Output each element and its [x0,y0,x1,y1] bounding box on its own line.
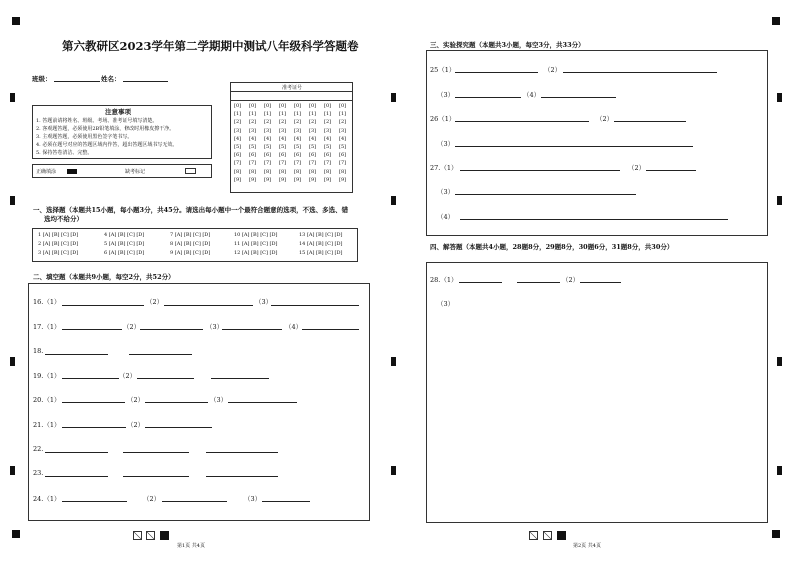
q16-3-answer[interactable] [271,305,359,306]
exam-id-column [249,102,256,184]
q22-3-answer[interactable] [206,452,278,453]
note-item: 1. 答题前请将姓名、班级、考场、准考证号填写清楚。 [36,118,158,124]
q16-2-label: （2） [146,298,164,306]
q27-label: 27.（1） [430,164,458,172]
corner-mark [772,530,780,538]
exam-id-bubble[interactable]: [3] [249,127,257,134]
exam-id-bubble[interactable]: [4] [339,135,347,142]
q25-1-answer[interactable] [455,72,538,73]
exam-id-grid [230,82,353,193]
exam-id-bubble[interactable]: [0] [339,103,347,109]
side-mark [391,93,396,102]
exam-id-bubble[interactable]: [4] [309,135,317,142]
exam-id-bubble[interactable]: [4] [294,135,302,142]
page-title: 第六教研区2023学年第二学期期中测试八年级科学答题卷 [62,39,359,53]
q28-2-answer[interactable] [580,282,621,283]
choice-row[interactable]: 3 [A] [B] [C] [D] [38,250,79,256]
exam-id-bubble[interactable]: [9] [309,176,317,183]
exam-id-bubble[interactable]: [5] [309,143,317,150]
exam-id-bubble[interactable]: [7] [264,160,272,167]
exam-id-bubble[interactable]: [2] [309,119,317,126]
exam-id-bubble[interactable]: [6] [264,152,272,159]
q27-1-answer[interactable] [460,170,620,171]
q19-2-answer[interactable] [137,378,194,379]
exam-id-bubble[interactable]: [1] [324,111,332,118]
exam-id-bubble[interactable]: [3] [309,127,317,134]
q25-2-label: （2） [544,66,562,74]
exam-id-bubble[interactable]: [7] [339,160,347,167]
exam-id-bubble[interactable]: [5] [264,143,272,150]
side-mark [777,93,782,102]
q19-label: 19.（1） [33,372,61,380]
q17-1-answer[interactable] [62,329,122,330]
exam-id-bubble[interactable]: [0] [249,103,257,109]
note-item: 4. 必须在题号对应的答题区域内作答，超出答题区域书写无效。 [36,142,178,148]
exam-id-bubble[interactable]: [0] [264,103,272,109]
q17-2-answer[interactable] [140,329,203,330]
exam-id-bubble[interactable]: [7] [324,160,332,167]
choice-area [32,228,358,262]
exam-id-bubble[interactable]: [0] [294,103,302,109]
exam-id-bubble[interactable]: [0] [324,103,332,109]
exam-id-bubble[interactable]: [8] [279,168,287,175]
exam-id-bubble[interactable]: [7] [309,160,317,167]
q24-1-answer[interactable] [62,501,127,502]
q28-2-label: （2） [562,276,580,284]
q22-1-answer[interactable] [45,452,108,453]
q23-2-answer[interactable] [123,476,189,477]
exam-id-bubble[interactable]: [1] [294,111,302,118]
exam-id-column [279,102,286,184]
corner-mark [772,17,780,25]
choice-row[interactable]: 10 [A] [B] [C] [D] [234,232,278,238]
q25-label: 25（1） [430,66,456,74]
q20-1-answer[interactable] [62,402,125,403]
side-mark [10,93,15,102]
q16-label: 16.（1） [33,298,61,306]
choice-row[interactable]: 6 [A] [B] [C] [D] [104,250,145,256]
q21-1-answer[interactable] [62,427,126,428]
side-mark [777,357,782,366]
q23-3-answer[interactable] [206,476,278,477]
side-mark [777,466,782,475]
q21-2-answer[interactable] [145,427,212,428]
exam-id-bubble[interactable]: [0] [279,103,287,109]
q23-label: 23. [33,469,44,477]
q28-1b-answer[interactable] [517,282,560,283]
exam-id-bubble[interactable]: [8] [309,168,317,175]
choice-row[interactable]: 5 [A] [B] [C] [D] [104,241,145,247]
q25-3-answer[interactable] [455,97,521,98]
exam-id-bubble[interactable]: [3] [279,127,287,134]
side-mark [10,196,15,205]
q25-3-label: （3） [437,91,455,99]
notes-box [32,105,212,159]
q24-label: 24.（1） [33,495,61,503]
q19-1-answer[interactable] [62,378,119,379]
exam-id-bubble[interactable]: [8] [264,168,272,175]
q26-2-answer[interactable] [614,121,686,122]
exam-id-column [309,102,316,184]
q18-2-answer[interactable] [129,354,192,355]
q27-4-label: （4） [437,213,455,221]
q23-1-answer[interactable] [45,476,108,477]
exam-id-bubble[interactable]: [7] [279,160,287,167]
exam-id-divider [231,91,352,92]
exam-id-bubble[interactable]: [2] [264,119,272,126]
exam-id-bubble[interactable]: [3] [234,127,242,134]
side-mark [10,357,15,366]
q20-label: 20.（1） [33,396,61,404]
q17-4-label: （4） [285,323,303,331]
class-field[interactable] [54,81,100,82]
exam-id-bubble[interactable]: [0] [309,103,317,109]
side-mark [391,196,396,205]
side-mark [391,357,396,366]
absent-mark-label: 缺考标记 [125,169,146,175]
choice-row[interactable]: 2 [A] [B] [C] [D] [38,241,79,247]
q27-4-answer[interactable] [460,219,728,220]
exam-id-bubble[interactable]: [7] [294,160,302,167]
exam-id-label: 准考证号 [282,85,303,91]
exam-id-bubble[interactable]: [1] [279,111,287,118]
page-footer-right: 第2页 共4页 [573,543,601,549]
side-mark [391,466,396,475]
footer-slash-box [133,531,142,540]
absent-mark-checkbox[interactable] [185,168,196,174]
exam-id-bubble[interactable]: [2] [279,119,287,126]
exam-id-bubble[interactable]: [5] [324,143,332,150]
footer-mark [160,531,169,540]
section1-title-cont: 选均不给分） [44,215,83,223]
exam-id-bubble[interactable]: [9] [324,176,332,183]
exam-id-column [339,102,346,184]
choice-row[interactable]: 1 [A] [B] [C] [D] [38,232,79,238]
q26-1-answer[interactable] [455,121,589,122]
experiment-area [426,50,768,236]
notes-title: 注意事项 [105,108,131,116]
exam-id-bubble[interactable]: [8] [294,168,302,175]
exam-id-column [264,102,271,184]
q17-3-answer[interactable] [222,329,282,330]
q17-label: 17.（1） [33,323,61,331]
q18-1-answer[interactable] [45,354,108,355]
q20-2-answer[interactable] [145,402,208,403]
q16-1-answer[interactable] [62,305,144,306]
q25-4-label: （4） [523,91,541,99]
note-item: 5. 保持答卷清洁、完整。 [36,150,93,156]
exam-id-bubble[interactable]: [3] [339,127,347,134]
q27-2-label: （2） [628,164,646,172]
exam-id-bubble[interactable]: [4] [264,135,272,142]
exam-id-column [324,102,331,184]
q27-2-answer[interactable] [646,170,696,171]
q28-label: 28.（1） [430,276,458,284]
choice-row[interactable]: 4 [A] [B] [C] [D] [104,232,145,238]
q20-3-answer[interactable] [228,402,297,403]
q25-2-answer[interactable] [563,72,717,73]
q24-3-label: （3） [244,495,262,503]
exam-id-bubble[interactable]: [6] [339,152,347,159]
exam-id-bubble[interactable]: [7] [249,160,257,167]
exam-id-bubble[interactable]: [2] [324,119,332,126]
q25-4-answer[interactable] [541,97,616,98]
q18-label: 18. [33,347,44,355]
note-item: 3. 主观题答题，必须使用黑色签字笔书写。 [36,134,133,140]
section2-title: 二、填空题（本题共9小题，每空2分，共52分） [33,273,175,281]
exam-id-bubble[interactable]: [4] [324,135,332,142]
q28-1-answer[interactable] [459,282,502,283]
name-field[interactable] [123,81,168,82]
exam-id-bubble[interactable]: [9] [294,176,302,183]
section4-title: 四、解答题（本题共4小题，28题8分，29题8分，30题6分，31题8分，共30分） [430,243,674,251]
exam-id-bubble[interactable]: [9] [264,176,272,183]
exam-id-bubble[interactable]: [4] [249,135,257,142]
exam-id-bubble[interactable]: [8] [234,168,242,175]
q20-2-label: （2） [127,396,145,404]
q17-4-answer[interactable] [302,329,359,330]
exam-id-bubble[interactable]: [8] [339,168,347,175]
exam-id-bubble[interactable]: [5] [339,143,347,150]
side-mark [10,466,15,475]
exam-id-bubble[interactable]: [1] [234,111,242,118]
q19-3-answer[interactable] [211,378,269,379]
exam-id-bubble[interactable]: [6] [309,152,317,159]
choice-row[interactable]: 15 [A] [B] [C] [D] [299,250,343,256]
q28-3-label: （3） [437,300,455,308]
exam-id-bubble[interactable]: [6] [324,152,332,159]
solution-area [426,262,768,523]
exam-id-bubble[interactable]: [4] [234,135,242,142]
q17-2-label: （2） [123,323,141,331]
exam-id-bubble[interactable]: [4] [279,135,287,142]
choice-row[interactable]: 8 [A] [B] [C] [D] [170,241,211,247]
q19-2-label: （2） [119,372,137,380]
class-label: 班级： [32,75,52,83]
exam-id-bubble[interactable]: [6] [279,152,287,159]
choice-row[interactable]: 12 [A] [B] [C] [D] [234,250,278,256]
q26-label: 26（1） [430,115,456,123]
choice-row[interactable]: 7 [A] [B] [C] [D] [170,232,211,238]
exam-id-bubble[interactable]: [0] [234,103,242,109]
choice-row[interactable]: 14 [A] [B] [C] [D] [299,241,343,247]
correct-fill-label: 正确填涂 [36,169,57,175]
exam-id-bubble[interactable]: [7] [234,160,242,167]
note-item: 2. 客观题答题，必须使用2B铅笔填涂，修改时用橡皮擦干净。 [36,126,175,132]
exam-id-divider [231,100,352,101]
q24-2-label: （2） [143,495,161,503]
q21-2-label: （2） [127,421,145,429]
correct-fill-sample [67,169,77,174]
q26-2-label: （2） [596,115,614,123]
footer-slash-box [543,531,552,540]
exam-id-bubble[interactable]: [3] [324,127,332,134]
exam-id-bubble[interactable]: [9] [279,176,287,183]
exam-id-bubble[interactable]: [6] [294,152,302,159]
section1-title: 一、选择题（本题共15小题，每小题3分，共45分。请选出每小题中一个最符合题意的选项，不选、多选、错 [33,206,349,214]
exam-id-bubble[interactable]: [6] [234,152,242,159]
q20-3-label: （3） [210,396,228,404]
section3-title: 三、实验探究题（本题共3小题，每空3分，共33分） [430,41,585,49]
exam-id-bubble[interactable]: [3] [264,127,272,134]
exam-id-bubble[interactable]: [1] [309,111,317,118]
exam-id-bubble[interactable]: [1] [264,111,272,118]
q26-3-label: （3） [437,140,455,148]
exam-id-column [294,102,301,184]
exam-id-bubble[interactable]: [9] [339,176,347,183]
exam-id-bubble[interactable]: [9] [234,176,242,183]
exam-id-bubble[interactable]: [1] [339,111,347,118]
exam-id-bubble[interactable]: [5] [294,143,302,150]
exam-id-bubble[interactable]: [6] [249,152,257,159]
exam-id-bubble[interactable]: [2] [294,119,302,126]
choice-row[interactable]: 11 [A] [B] [C] [D] [234,241,278,247]
fill-legend-box [32,164,212,178]
exam-id-bubble[interactable]: [1] [249,111,257,118]
exam-id-bubble[interactable]: [9] [249,176,257,183]
page-footer-left: 第1页 共4页 [177,543,205,549]
corner-mark [12,17,20,25]
q24-3-answer[interactable] [262,501,310,502]
q17-3-label: （3） [206,323,224,331]
name-label: 姓名： [101,75,121,83]
exam-id-bubble[interactable]: [5] [249,143,257,150]
exam-id-bubble[interactable]: [8] [249,168,257,175]
footer-slash-box [529,531,538,540]
footer-mark [557,531,566,540]
exam-id-bubble[interactable]: [2] [234,119,242,126]
q21-label: 21.（1） [33,421,61,429]
exam-id-bubble[interactable]: [2] [249,119,257,126]
q26-3-answer[interactable] [455,146,693,147]
side-mark [777,196,782,205]
choice-row[interactable]: 13 [A] [B] [C] [D] [299,232,343,238]
q16-2-answer[interactable] [164,305,253,306]
q27-3-label: （3） [437,188,455,196]
q24-2-answer[interactable] [162,501,227,502]
footer-slash-box [146,531,155,540]
exam-id-bubble[interactable]: [5] [234,143,242,150]
exam-id-bubble[interactable]: [8] [324,168,332,175]
choice-row[interactable]: 9 [A] [B] [C] [D] [170,250,211,256]
q22-2-answer[interactable] [123,452,189,453]
exam-id-column [234,102,241,184]
exam-id-bubble[interactable]: [5] [279,143,287,150]
q27-3-answer[interactable] [455,194,636,195]
exam-id-bubble[interactable]: [2] [339,119,347,126]
q22-label: 22. [33,445,44,453]
q16-3-label: （3） [255,298,273,306]
exam-id-bubble[interactable]: [3] [294,127,302,134]
corner-mark [12,530,20,538]
